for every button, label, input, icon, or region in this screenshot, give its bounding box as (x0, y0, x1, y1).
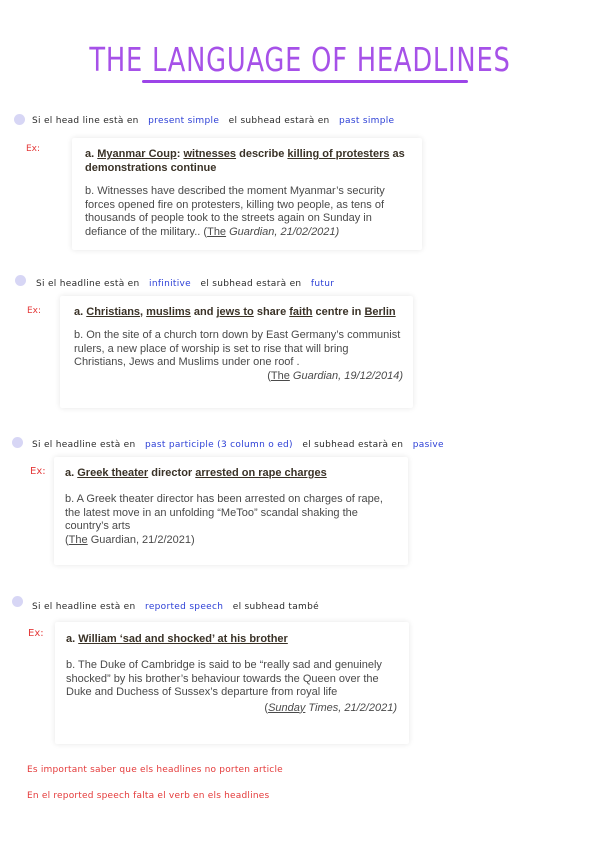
source: (The Guardian, 21/02/2021) (203, 225, 340, 238)
example-label: Ex: (27, 306, 42, 316)
subhead: b. Witnesses have described the moment Myanmar’s security forces opened fire on protesters, killing two people, as tens of thousands of people took to the streets again on Sunday in defiance of the military.. (The Guardian, 21/02/2021) (85, 185, 385, 238)
rule-text: Si el head line està en present simple el subhead estarà en past simple (32, 116, 395, 126)
subhead: b. On the site of a church torn down by East Germany’s communist rulers, a new place of worship is set to rise that will bring Christians, Jews and Muslims under one roof . (The Guardian, 19/12/2014) (74, 329, 403, 382)
rule-text: Si el headline està en past participle (3 column o ed) el subhead estarà en pasive (32, 440, 444, 450)
subhead: b. A Greek theater director has been arrested on charges of rape, the latest move in an unfolding “MeToo” scandal shaking the country’s arts (The Guardian, 21/2/2021) (65, 493, 396, 547)
headline-card (72, 138, 422, 250)
headline-card (54, 457, 408, 565)
source: (Sunday Times, 21/2/2021) (264, 701, 397, 714)
bullet-icon (12, 437, 23, 448)
source: (The Guardian, 19/12/2014) (267, 369, 403, 382)
rule-text: Si el headline està en reported speech el subhead també (32, 602, 319, 612)
bullet-icon (12, 596, 23, 607)
page-title: THE LANGUAGE OF HEADLINES (89, 40, 511, 79)
bullet-icon (15, 275, 26, 286)
note: Es important saber que els headlines no porten article (27, 765, 283, 775)
headline-card (60, 296, 413, 408)
headline: a. Christians, muslims and jews to share faith centre in Berlin (74, 306, 396, 318)
title-underline (142, 80, 468, 83)
source: (The Guardian, 21/2/2021) (65, 533, 195, 546)
note: En el reported speech falta el verb en els headlines (27, 791, 270, 801)
headline-card (55, 622, 409, 744)
example-label: Ex: (30, 466, 46, 477)
bullet-icon (14, 114, 25, 125)
subhead: b. The Duke of Cambridge is said to be “really sad and genuinely shocked” by his brother’s behaviour towards the Queen over the Duke and Duchess of Sussex’s departure from royal life (Sunday Times, 21/2/2021) (66, 659, 397, 714)
example-label: Ex: (26, 144, 41, 154)
headline: a. Myanmar Coup: witnesses describe killing of protesters as demonstrations continue (85, 148, 405, 174)
rule-text: Si el headline està en infinitive el subhead estarà en futur (36, 279, 335, 289)
headline: a. William ‘sad and shocked’ at his brother (66, 633, 288, 645)
example-label: Ex: (28, 628, 44, 639)
headline: a. Greek theater director arrested on rape charges (65, 467, 327, 479)
